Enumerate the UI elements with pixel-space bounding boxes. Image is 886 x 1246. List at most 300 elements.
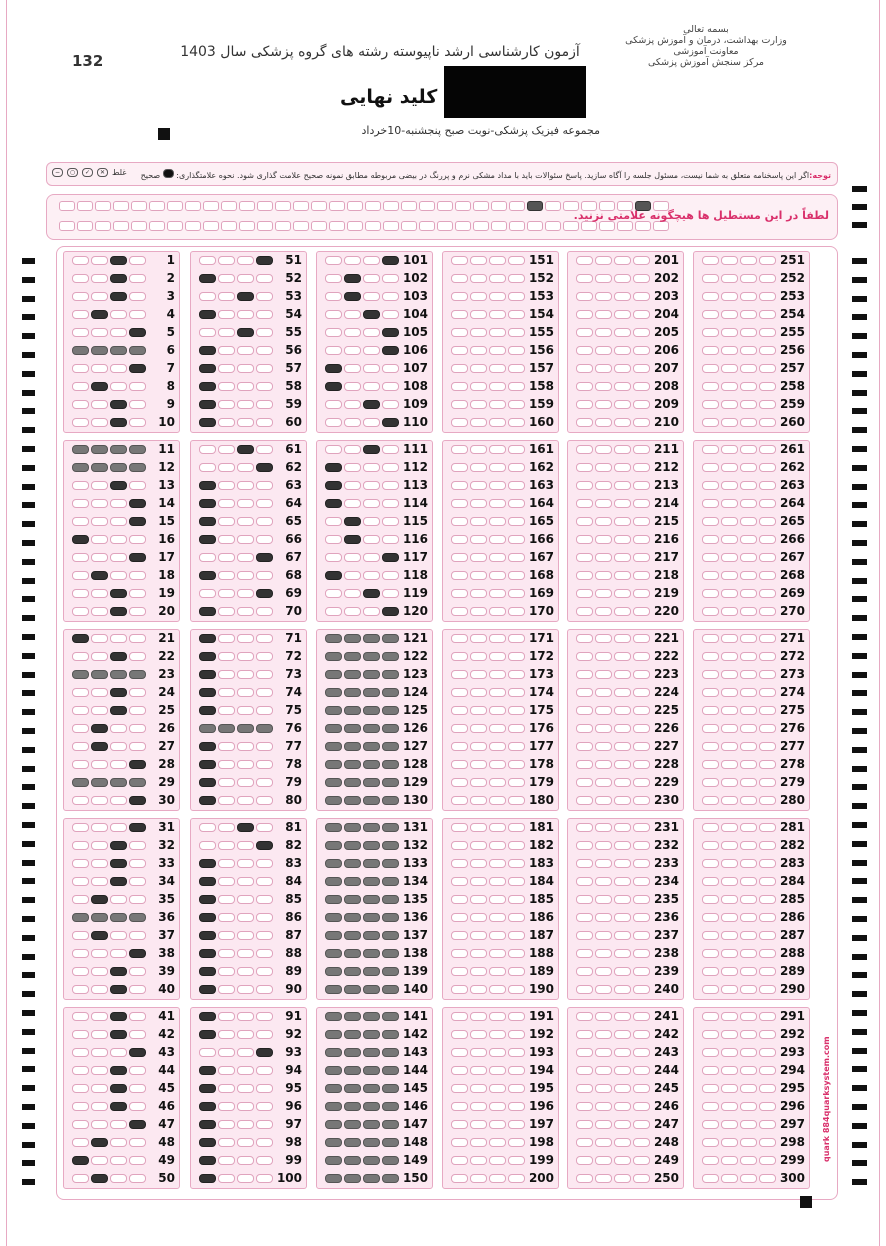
- answer-bubble[interactable]: [633, 535, 650, 544]
- answer-bubble[interactable]: [363, 445, 380, 454]
- answer-bubble[interactable]: [451, 571, 468, 580]
- answer-bubble[interactable]: [470, 463, 487, 472]
- answer-bubble[interactable]: [740, 985, 757, 994]
- answer-bubble[interactable]: [199, 1138, 216, 1147]
- answer-bubble[interactable]: [129, 652, 146, 661]
- answer-bubble[interactable]: [91, 1102, 108, 1111]
- answer-bubble[interactable]: [759, 346, 776, 355]
- answer-bubble[interactable]: [614, 1012, 631, 1021]
- answer-bubble[interactable]: [633, 913, 650, 922]
- answer-bubble[interactable]: [451, 418, 468, 427]
- answer-bubble[interactable]: [508, 346, 525, 355]
- answer-bubble[interactable]: [110, 1156, 127, 1165]
- answer-bubble[interactable]: [702, 364, 719, 373]
- answer-bubble[interactable]: [489, 913, 506, 922]
- answer-bubble[interactable]: [91, 589, 108, 598]
- answer-bubble[interactable]: [237, 760, 254, 769]
- answer-bubble[interactable]: [614, 418, 631, 427]
- answer-bubble[interactable]: [256, 1012, 273, 1021]
- answer-bubble[interactable]: [633, 1048, 650, 1057]
- answer-bubble[interactable]: [110, 760, 127, 769]
- answer-bubble[interactable]: [363, 742, 380, 751]
- answer-bubble[interactable]: [256, 463, 273, 472]
- answer-bubble[interactable]: [382, 1174, 399, 1183]
- answer-bubble[interactable]: [110, 292, 127, 301]
- answer-bubble[interactable]: [470, 706, 487, 715]
- answer-bubble[interactable]: [344, 535, 361, 544]
- answer-bubble[interactable]: [199, 382, 216, 391]
- answer-bubble[interactable]: [72, 985, 89, 994]
- answer-bubble[interactable]: [576, 553, 593, 562]
- answer-bubble[interactable]: [237, 1102, 254, 1111]
- answer-bubble[interactable]: [199, 1084, 216, 1093]
- answer-bubble[interactable]: [110, 724, 127, 733]
- answer-bubble[interactable]: [382, 1120, 399, 1129]
- answer-bubble[interactable]: [721, 553, 738, 562]
- answer-bubble[interactable]: [470, 877, 487, 886]
- answer-bubble[interactable]: [129, 571, 146, 580]
- answer-bubble[interactable]: [740, 1174, 757, 1183]
- answer-bubble[interactable]: [325, 760, 342, 769]
- answer-bubble[interactable]: [633, 877, 650, 886]
- answer-bubble[interactable]: [344, 274, 361, 283]
- answer-bubble[interactable]: [218, 382, 235, 391]
- answer-bubble[interactable]: [72, 418, 89, 427]
- answer-bubble[interactable]: [633, 346, 650, 355]
- answer-bubble[interactable]: [256, 931, 273, 940]
- answer-bubble[interactable]: [72, 256, 89, 265]
- answer-bubble[interactable]: [759, 499, 776, 508]
- answer-bubble[interactable]: [576, 292, 593, 301]
- answer-bubble[interactable]: [702, 670, 719, 679]
- answer-bubble[interactable]: [218, 400, 235, 409]
- answer-bubble[interactable]: [237, 1138, 254, 1147]
- answer-bubble[interactable]: [702, 292, 719, 301]
- answer-bubble[interactable]: [218, 895, 235, 904]
- answer-bubble[interactable]: [595, 931, 612, 940]
- answer-bubble[interactable]: [199, 346, 216, 355]
- answer-bubble[interactable]: [199, 895, 216, 904]
- answer-bubble[interactable]: [91, 1156, 108, 1165]
- answer-bubble[interactable]: [110, 589, 127, 598]
- answer-bubble[interactable]: [237, 1066, 254, 1075]
- answer-bubble[interactable]: [576, 724, 593, 733]
- answer-bubble[interactable]: [256, 382, 273, 391]
- answer-bubble[interactable]: [363, 310, 380, 319]
- answer-bubble[interactable]: [508, 1012, 525, 1021]
- answer-bubble[interactable]: [91, 688, 108, 697]
- answer-bubble[interactable]: [614, 517, 631, 526]
- answer-bubble[interactable]: [759, 877, 776, 886]
- answer-bubble[interactable]: [363, 499, 380, 508]
- answer-bubble[interactable]: [576, 1156, 593, 1165]
- answer-bubble[interactable]: [218, 841, 235, 850]
- answer-bubble[interactable]: [256, 274, 273, 283]
- answer-bubble[interactable]: [489, 571, 506, 580]
- answer-bubble[interactable]: [614, 688, 631, 697]
- answer-bubble[interactable]: [199, 724, 216, 733]
- answer-bubble[interactable]: [256, 742, 273, 751]
- answer-bubble[interactable]: [576, 589, 593, 598]
- answer-bubble[interactable]: [470, 931, 487, 940]
- answer-bubble[interactable]: [129, 670, 146, 679]
- answer-bubble[interactable]: [363, 634, 380, 643]
- answer-bubble[interactable]: [256, 1102, 273, 1111]
- answer-bubble[interactable]: [72, 706, 89, 715]
- answer-bubble[interactable]: [382, 256, 399, 265]
- answer-bubble[interactable]: [363, 571, 380, 580]
- answer-bubble[interactable]: [508, 796, 525, 805]
- answer-bubble[interactable]: [344, 796, 361, 805]
- answer-bubble[interactable]: [129, 688, 146, 697]
- answer-bubble[interactable]: [344, 670, 361, 679]
- answer-bubble[interactable]: [363, 292, 380, 301]
- answer-bubble[interactable]: [489, 742, 506, 751]
- answer-bubble[interactable]: [508, 607, 525, 616]
- answer-bubble[interactable]: [325, 607, 342, 616]
- answer-bubble[interactable]: [199, 949, 216, 958]
- answer-bubble[interactable]: [489, 1084, 506, 1093]
- answer-bubble[interactable]: [451, 796, 468, 805]
- answer-bubble[interactable]: [489, 364, 506, 373]
- answer-bubble[interactable]: [199, 985, 216, 994]
- answer-bubble[interactable]: [508, 553, 525, 562]
- answer-bubble[interactable]: [218, 1066, 235, 1075]
- answer-bubble[interactable]: [759, 463, 776, 472]
- answer-bubble[interactable]: [702, 895, 719, 904]
- answer-bubble[interactable]: [91, 760, 108, 769]
- answer-bubble[interactable]: [721, 535, 738, 544]
- answer-bubble[interactable]: [614, 1156, 631, 1165]
- answer-bubble[interactable]: [91, 706, 108, 715]
- answer-bubble[interactable]: [110, 913, 127, 922]
- answer-bubble[interactable]: [325, 553, 342, 562]
- answer-bubble[interactable]: [110, 1048, 127, 1057]
- answer-bubble[interactable]: [129, 589, 146, 598]
- answer-bubble[interactable]: [129, 445, 146, 454]
- answer-bubble[interactable]: [325, 463, 342, 472]
- answer-bubble[interactable]: [451, 778, 468, 787]
- answer-bubble[interactable]: [508, 1174, 525, 1183]
- answer-bubble[interactable]: [382, 553, 399, 562]
- answer-bubble[interactable]: [344, 364, 361, 373]
- answer-bubble[interactable]: [451, 823, 468, 832]
- answer-bubble[interactable]: [363, 1048, 380, 1057]
- answer-bubble[interactable]: [721, 967, 738, 976]
- answer-bubble[interactable]: [576, 463, 593, 472]
- answer-bubble[interactable]: [470, 1102, 487, 1111]
- answer-bubble[interactable]: [256, 670, 273, 679]
- answer-bubble[interactable]: [129, 895, 146, 904]
- answer-bubble[interactable]: [740, 292, 757, 301]
- answer-bubble[interactable]: [344, 418, 361, 427]
- answer-bubble[interactable]: [199, 463, 216, 472]
- answer-bubble[interactable]: [72, 400, 89, 409]
- answer-bubble[interactable]: [382, 1066, 399, 1075]
- answer-bubble[interactable]: [508, 778, 525, 787]
- answer-bubble[interactable]: [237, 652, 254, 661]
- answer-bubble[interactable]: [759, 517, 776, 526]
- answer-bubble[interactable]: [721, 1174, 738, 1183]
- answer-bubble[interactable]: [199, 418, 216, 427]
- answer-bubble[interactable]: [721, 1030, 738, 1039]
- answer-bubble[interactable]: [702, 859, 719, 868]
- answer-bubble[interactable]: [614, 589, 631, 598]
- answer-bubble[interactable]: [489, 292, 506, 301]
- answer-bubble[interactable]: [199, 607, 216, 616]
- answer-bubble[interactable]: [576, 949, 593, 958]
- answer-bubble[interactable]: [721, 931, 738, 940]
- answer-bubble[interactable]: [237, 400, 254, 409]
- answer-bubble[interactable]: [576, 418, 593, 427]
- answer-bubble[interactable]: [72, 859, 89, 868]
- answer-bubble[interactable]: [218, 931, 235, 940]
- answer-bubble[interactable]: [576, 742, 593, 751]
- answer-bubble[interactable]: [256, 607, 273, 616]
- answer-bubble[interactable]: [91, 1030, 108, 1039]
- answer-bubble[interactable]: [702, 742, 719, 751]
- answer-bubble[interactable]: [508, 967, 525, 976]
- answer-bubble[interactable]: [237, 364, 254, 373]
- answer-bubble[interactable]: [129, 985, 146, 994]
- answer-bubble[interactable]: [576, 823, 593, 832]
- answer-bubble[interactable]: [702, 400, 719, 409]
- answer-bubble[interactable]: [633, 1102, 650, 1111]
- answer-bubble[interactable]: [759, 445, 776, 454]
- answer-bubble[interactable]: [199, 931, 216, 940]
- answer-bubble[interactable]: [576, 778, 593, 787]
- answer-bubble[interactable]: [218, 688, 235, 697]
- answer-bubble[interactable]: [576, 1138, 593, 1147]
- answer-bubble[interactable]: [759, 256, 776, 265]
- answer-bubble[interactable]: [199, 859, 216, 868]
- answer-bubble[interactable]: [110, 1012, 127, 1021]
- answer-bubble[interactable]: [91, 1120, 108, 1129]
- answer-bubble[interactable]: [363, 382, 380, 391]
- answer-bubble[interactable]: [237, 949, 254, 958]
- answer-bubble[interactable]: [218, 859, 235, 868]
- answer-bubble[interactable]: [218, 328, 235, 337]
- answer-bubble[interactable]: [110, 607, 127, 616]
- answer-bubble[interactable]: [382, 1138, 399, 1147]
- answer-bubble[interactable]: [325, 1030, 342, 1039]
- answer-bubble[interactable]: [451, 1012, 468, 1021]
- answer-bubble[interactable]: [595, 949, 612, 958]
- answer-bubble[interactable]: [344, 1084, 361, 1093]
- answer-bubble[interactable]: [91, 1012, 108, 1021]
- answer-bubble[interactable]: [72, 499, 89, 508]
- answer-bubble[interactable]: [759, 481, 776, 490]
- answer-bubble[interactable]: [721, 706, 738, 715]
- answer-bubble[interactable]: [740, 859, 757, 868]
- answer-bubble[interactable]: [199, 1048, 216, 1057]
- answer-bubble[interactable]: [256, 328, 273, 337]
- answer-bubble[interactable]: [325, 274, 342, 283]
- answer-bubble[interactable]: [759, 823, 776, 832]
- answer-bubble[interactable]: [218, 877, 235, 886]
- answer-bubble[interactable]: [325, 823, 342, 832]
- answer-bubble[interactable]: [382, 949, 399, 958]
- answer-bubble[interactable]: [595, 400, 612, 409]
- answer-bubble[interactable]: [759, 1084, 776, 1093]
- answer-bubble[interactable]: [508, 499, 525, 508]
- answer-bubble[interactable]: [633, 310, 650, 319]
- answer-bubble[interactable]: [633, 328, 650, 337]
- answer-bubble[interactable]: [508, 571, 525, 580]
- answer-bubble[interactable]: [110, 778, 127, 787]
- answer-bubble[interactable]: [218, 292, 235, 301]
- answer-bubble[interactable]: [470, 1066, 487, 1075]
- answer-bubble[interactable]: [508, 688, 525, 697]
- answer-bubble[interactable]: [382, 778, 399, 787]
- answer-bubble[interactable]: [702, 274, 719, 283]
- answer-bubble[interactable]: [451, 328, 468, 337]
- answer-bubble[interactable]: [344, 724, 361, 733]
- answer-bubble[interactable]: [595, 499, 612, 508]
- answer-bubble[interactable]: [759, 652, 776, 661]
- answer-bubble[interactable]: [91, 877, 108, 886]
- answer-bubble[interactable]: [614, 1084, 631, 1093]
- answer-bubble[interactable]: [633, 967, 650, 976]
- answer-bubble[interactable]: [614, 1030, 631, 1039]
- answer-bubble[interactable]: [325, 1066, 342, 1075]
- answer-bubble[interactable]: [325, 778, 342, 787]
- answer-bubble[interactable]: [702, 481, 719, 490]
- answer-bubble[interactable]: [256, 571, 273, 580]
- answer-bubble[interactable]: [508, 1120, 525, 1129]
- answer-bubble[interactable]: [740, 418, 757, 427]
- answer-bubble[interactable]: [721, 274, 738, 283]
- answer-bubble[interactable]: [382, 400, 399, 409]
- answer-bubble[interactable]: [576, 967, 593, 976]
- answer-bubble[interactable]: [740, 274, 757, 283]
- answer-bubble[interactable]: [218, 823, 235, 832]
- answer-bubble[interactable]: [91, 499, 108, 508]
- answer-bubble[interactable]: [72, 1066, 89, 1075]
- answer-bubble[interactable]: [344, 706, 361, 715]
- answer-bubble[interactable]: [129, 706, 146, 715]
- answer-bubble[interactable]: [382, 382, 399, 391]
- answer-bubble[interactable]: [325, 706, 342, 715]
- answer-bubble[interactable]: [759, 382, 776, 391]
- answer-bubble[interactable]: [759, 895, 776, 904]
- answer-bubble[interactable]: [721, 445, 738, 454]
- answer-bubble[interactable]: [382, 841, 399, 850]
- answer-bubble[interactable]: [759, 589, 776, 598]
- answer-bubble[interactable]: [237, 346, 254, 355]
- answer-bubble[interactable]: [129, 346, 146, 355]
- answer-bubble[interactable]: [129, 949, 146, 958]
- answer-bubble[interactable]: [489, 256, 506, 265]
- answer-bubble[interactable]: [72, 634, 89, 643]
- answer-bubble[interactable]: [451, 463, 468, 472]
- answer-bubble[interactable]: [508, 292, 525, 301]
- answer-bubble[interactable]: [759, 1138, 776, 1147]
- answer-bubble[interactable]: [759, 571, 776, 580]
- answer-bubble[interactable]: [451, 1102, 468, 1111]
- answer-bubble[interactable]: [489, 778, 506, 787]
- answer-bubble[interactable]: [110, 310, 127, 319]
- answer-bubble[interactable]: [721, 256, 738, 265]
- answer-bubble[interactable]: [110, 364, 127, 373]
- answer-bubble[interactable]: [489, 517, 506, 526]
- answer-bubble[interactable]: [237, 481, 254, 490]
- answer-bubble[interactable]: [218, 1156, 235, 1165]
- answer-bubble[interactable]: [595, 760, 612, 769]
- answer-bubble[interactable]: [721, 463, 738, 472]
- answer-bubble[interactable]: [363, 796, 380, 805]
- answer-bubble[interactable]: [344, 346, 361, 355]
- answer-bubble[interactable]: [721, 364, 738, 373]
- answer-bubble[interactable]: [721, 382, 738, 391]
- answer-bubble[interactable]: [451, 535, 468, 544]
- answer-bubble[interactable]: [489, 985, 506, 994]
- answer-bubble[interactable]: [721, 1048, 738, 1057]
- answer-bubble[interactable]: [721, 778, 738, 787]
- answer-bubble[interactable]: [363, 688, 380, 697]
- answer-bubble[interactable]: [489, 328, 506, 337]
- answer-bubble[interactable]: [740, 877, 757, 886]
- answer-bubble[interactable]: [470, 607, 487, 616]
- answer-bubble[interactable]: [129, 841, 146, 850]
- answer-bubble[interactable]: [721, 688, 738, 697]
- answer-bubble[interactable]: [363, 724, 380, 733]
- answer-bubble[interactable]: [614, 1174, 631, 1183]
- answer-bubble[interactable]: [451, 859, 468, 868]
- answer-bubble[interactable]: [489, 535, 506, 544]
- answer-bubble[interactable]: [470, 760, 487, 769]
- answer-bubble[interactable]: [256, 1120, 273, 1129]
- answer-bubble[interactable]: [344, 292, 361, 301]
- answer-bubble[interactable]: [489, 967, 506, 976]
- answer-bubble[interactable]: [325, 895, 342, 904]
- answer-bubble[interactable]: [451, 877, 468, 886]
- answer-bubble[interactable]: [614, 274, 631, 283]
- answer-bubble[interactable]: [325, 931, 342, 940]
- answer-bubble[interactable]: [614, 778, 631, 787]
- answer-bubble[interactable]: [237, 418, 254, 427]
- answer-bubble[interactable]: [721, 607, 738, 616]
- answer-bubble[interactable]: [382, 535, 399, 544]
- answer-bubble[interactable]: [702, 445, 719, 454]
- answer-bubble[interactable]: [470, 634, 487, 643]
- answer-bubble[interactable]: [199, 652, 216, 661]
- answer-bubble[interactable]: [199, 796, 216, 805]
- answer-bubble[interactable]: [702, 1084, 719, 1093]
- answer-bubble[interactable]: [759, 292, 776, 301]
- answer-bubble[interactable]: [382, 292, 399, 301]
- answer-bubble[interactable]: [129, 823, 146, 832]
- answer-bubble[interactable]: [91, 967, 108, 976]
- answer-bubble[interactable]: [129, 1120, 146, 1129]
- answer-bubble[interactable]: [129, 607, 146, 616]
- answer-bubble[interactable]: [91, 634, 108, 643]
- answer-bubble[interactable]: [759, 1156, 776, 1165]
- answer-bubble[interactable]: [740, 913, 757, 922]
- answer-bubble[interactable]: [489, 760, 506, 769]
- answer-bubble[interactable]: [382, 364, 399, 373]
- answer-bubble[interactable]: [702, 1138, 719, 1147]
- answer-bubble[interactable]: [702, 985, 719, 994]
- answer-bubble[interactable]: [489, 1102, 506, 1111]
- answer-bubble[interactable]: [72, 364, 89, 373]
- answer-bubble[interactable]: [633, 1138, 650, 1147]
- answer-bubble[interactable]: [740, 1012, 757, 1021]
- answer-bubble[interactable]: [256, 841, 273, 850]
- answer-bubble[interactable]: [199, 1066, 216, 1075]
- answer-bubble[interactable]: [129, 796, 146, 805]
- answer-bubble[interactable]: [382, 346, 399, 355]
